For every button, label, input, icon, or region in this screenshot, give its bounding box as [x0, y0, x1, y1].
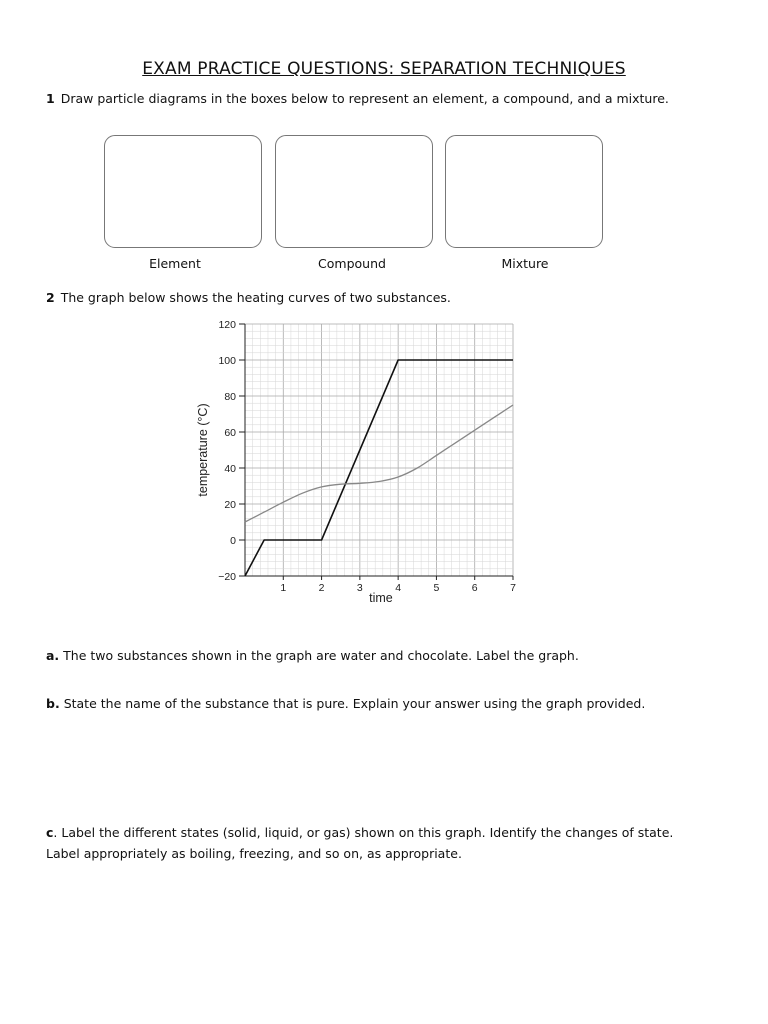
y-tick-label: −20 [218, 571, 236, 583]
series-line-grey [245, 405, 513, 522]
element-box-label: Element [149, 256, 201, 271]
y-tick-label: 60 [224, 427, 236, 439]
question-2-text: The graph below shows the heating curves of two substances. [60, 290, 451, 305]
question-2 [46, 290, 451, 305]
x-tick-label: 3 [356, 582, 363, 594]
x-tick-label: 5 [433, 582, 440, 594]
y-axis-label: temperature (°C) [196, 403, 210, 497]
y-tick-label: 120 [218, 319, 236, 331]
question-c [46, 822, 696, 864]
element-drawing-box[interactable] [104, 135, 262, 248]
question-1-text: Draw particle diagrams in the boxes below to represent an element, a compound, and a mixture. [60, 91, 669, 106]
x-tick-label: 2 [318, 582, 325, 594]
question-1 [46, 91, 669, 106]
question-2-number: 2 [46, 290, 55, 305]
chart-grid [245, 324, 513, 576]
page-title: EXAM PRACTICE QUESTIONS: SEPARATION TECHNIQUES [142, 59, 626, 79]
y-tick-label: 0 [230, 535, 236, 547]
x-tick-label: 6 [471, 582, 478, 594]
heating-curves-chart [190, 314, 530, 609]
compound-drawing-box[interactable] [275, 135, 433, 248]
y-tick-label: 20 [224, 499, 236, 511]
y-tick-label: 40 [224, 463, 236, 475]
x-tick-label: 4 [395, 582, 402, 594]
mixture-drawing-box[interactable] [445, 135, 603, 248]
mixture-box-label: Mixture [501, 256, 549, 271]
question-b-label: b. [46, 696, 60, 711]
question-b [46, 693, 645, 714]
question-c-label: c [46, 825, 54, 840]
question-a-text: The two substances shown in the graph are water and chocolate. Label the graph. [63, 648, 579, 663]
compound-box-label: Compound [318, 256, 386, 271]
x-tick-label: 1 [280, 582, 287, 594]
y-tick-label: 100 [218, 355, 236, 367]
x-axis-label: time [369, 591, 393, 605]
y-tick-label: 80 [224, 391, 236, 403]
question-a [46, 645, 579, 666]
question-1-number: 1 [46, 91, 55, 106]
question-c-text: . Label the different states (solid, liquid, or gas) shown on this graph. Identify the changes of state. Label appropriately as boiling, freezing, and so on, as appropriate. [46, 825, 674, 861]
x-tick-label: 7 [510, 582, 516, 594]
question-a-label: a. [46, 648, 60, 663]
question-b-text: State the name of the substance that is pure. Explain your answer using the graph provided. [63, 696, 646, 711]
